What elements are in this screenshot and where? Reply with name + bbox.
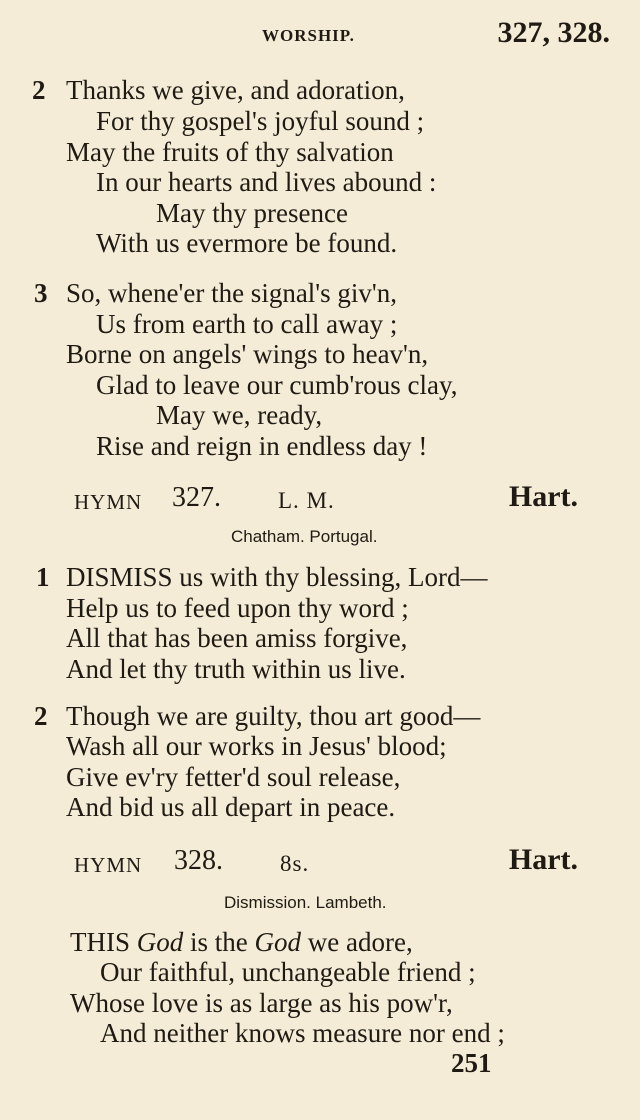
hymn-meter: 8s.	[280, 851, 310, 876]
verse-text-italic: God	[254, 927, 301, 957]
hymn-range: 327, 328.	[497, 16, 610, 49]
verse-text: is the	[183, 927, 255, 957]
page-number: 251	[451, 1048, 492, 1078]
verse-line: Whose love is as large as his pow'r,	[70, 988, 453, 1018]
verse-line: Though we are guilty, thou art good—	[66, 701, 481, 731]
verse-line: May the fruits of thy salvation	[66, 137, 394, 167]
verse-number: 1	[36, 562, 50, 592]
verse-text-italic: God	[136, 927, 184, 957]
verse-line: All that has been amiss forgive,	[66, 623, 408, 653]
verse-line: And neither knows measure nor end ;	[100, 1018, 505, 1048]
hymn-label: HYMN	[74, 853, 143, 877]
verse-line: Us from earth to call away ;	[96, 309, 398, 339]
verse-line: For thy gospel's joyful sound ;	[96, 106, 425, 136]
verse-line	[70, 927, 413, 957]
verse-line: So, whene'er the signal's giv'n,	[66, 278, 398, 308]
verse-line: Give ev'ry fetter'd soul release,	[66, 762, 401, 792]
hymn-heading	[0, 482, 640, 522]
verse-line: Wash all our works in Jesus' blood;	[66, 731, 447, 761]
hymn-number: 327.	[172, 482, 221, 513]
verse-number: 2	[34, 701, 48, 731]
verse-line: Our faithful, unchangeable friend ;	[100, 957, 476, 987]
running-header	[0, 16, 640, 56]
hymn-heading	[0, 845, 640, 885]
verse-line: In our hearts and lives abound :	[96, 167, 437, 197]
verse-line: Glad to leave our cumb'rous clay,	[96, 370, 458, 400]
verse-line: Help us to feed upon thy word ;	[66, 593, 409, 623]
hymn-author: Hart.	[508, 480, 578, 513]
tune-names: Dismission. Lambeth.	[224, 893, 387, 912]
verse-line: May thy presence	[156, 198, 348, 228]
verse-line: Thanks we give, and adoration,	[66, 75, 405, 105]
tune-names: Chatham. Portugal.	[231, 527, 378, 546]
verse-number: 2	[32, 75, 46, 105]
verse-line: May we, ready,	[156, 400, 323, 430]
verse-text: THIS	[70, 927, 137, 957]
hymn-number: 328.	[174, 845, 223, 876]
verse-line: And bid us all depart in peace.	[66, 792, 396, 822]
verse-number: 3	[34, 278, 48, 308]
section-title: WORSHIP.	[262, 26, 355, 45]
hymn-meter: L. M.	[278, 488, 335, 513]
verse-line: Rise and reign in endless day !	[96, 431, 428, 461]
verse-line: Borne on angels' wings to heav'n,	[66, 339, 429, 369]
verse-line: And let thy truth within us live.	[66, 654, 406, 684]
hymn-label: HYMN	[74, 490, 143, 514]
verse-line: With us evermore be found.	[96, 228, 398, 258]
verse-line: DISMISS us with thy blessing, Lord—	[66, 562, 488, 592]
hymn-author: Hart.	[508, 843, 578, 876]
verse-text: we adore,	[301, 927, 413, 957]
